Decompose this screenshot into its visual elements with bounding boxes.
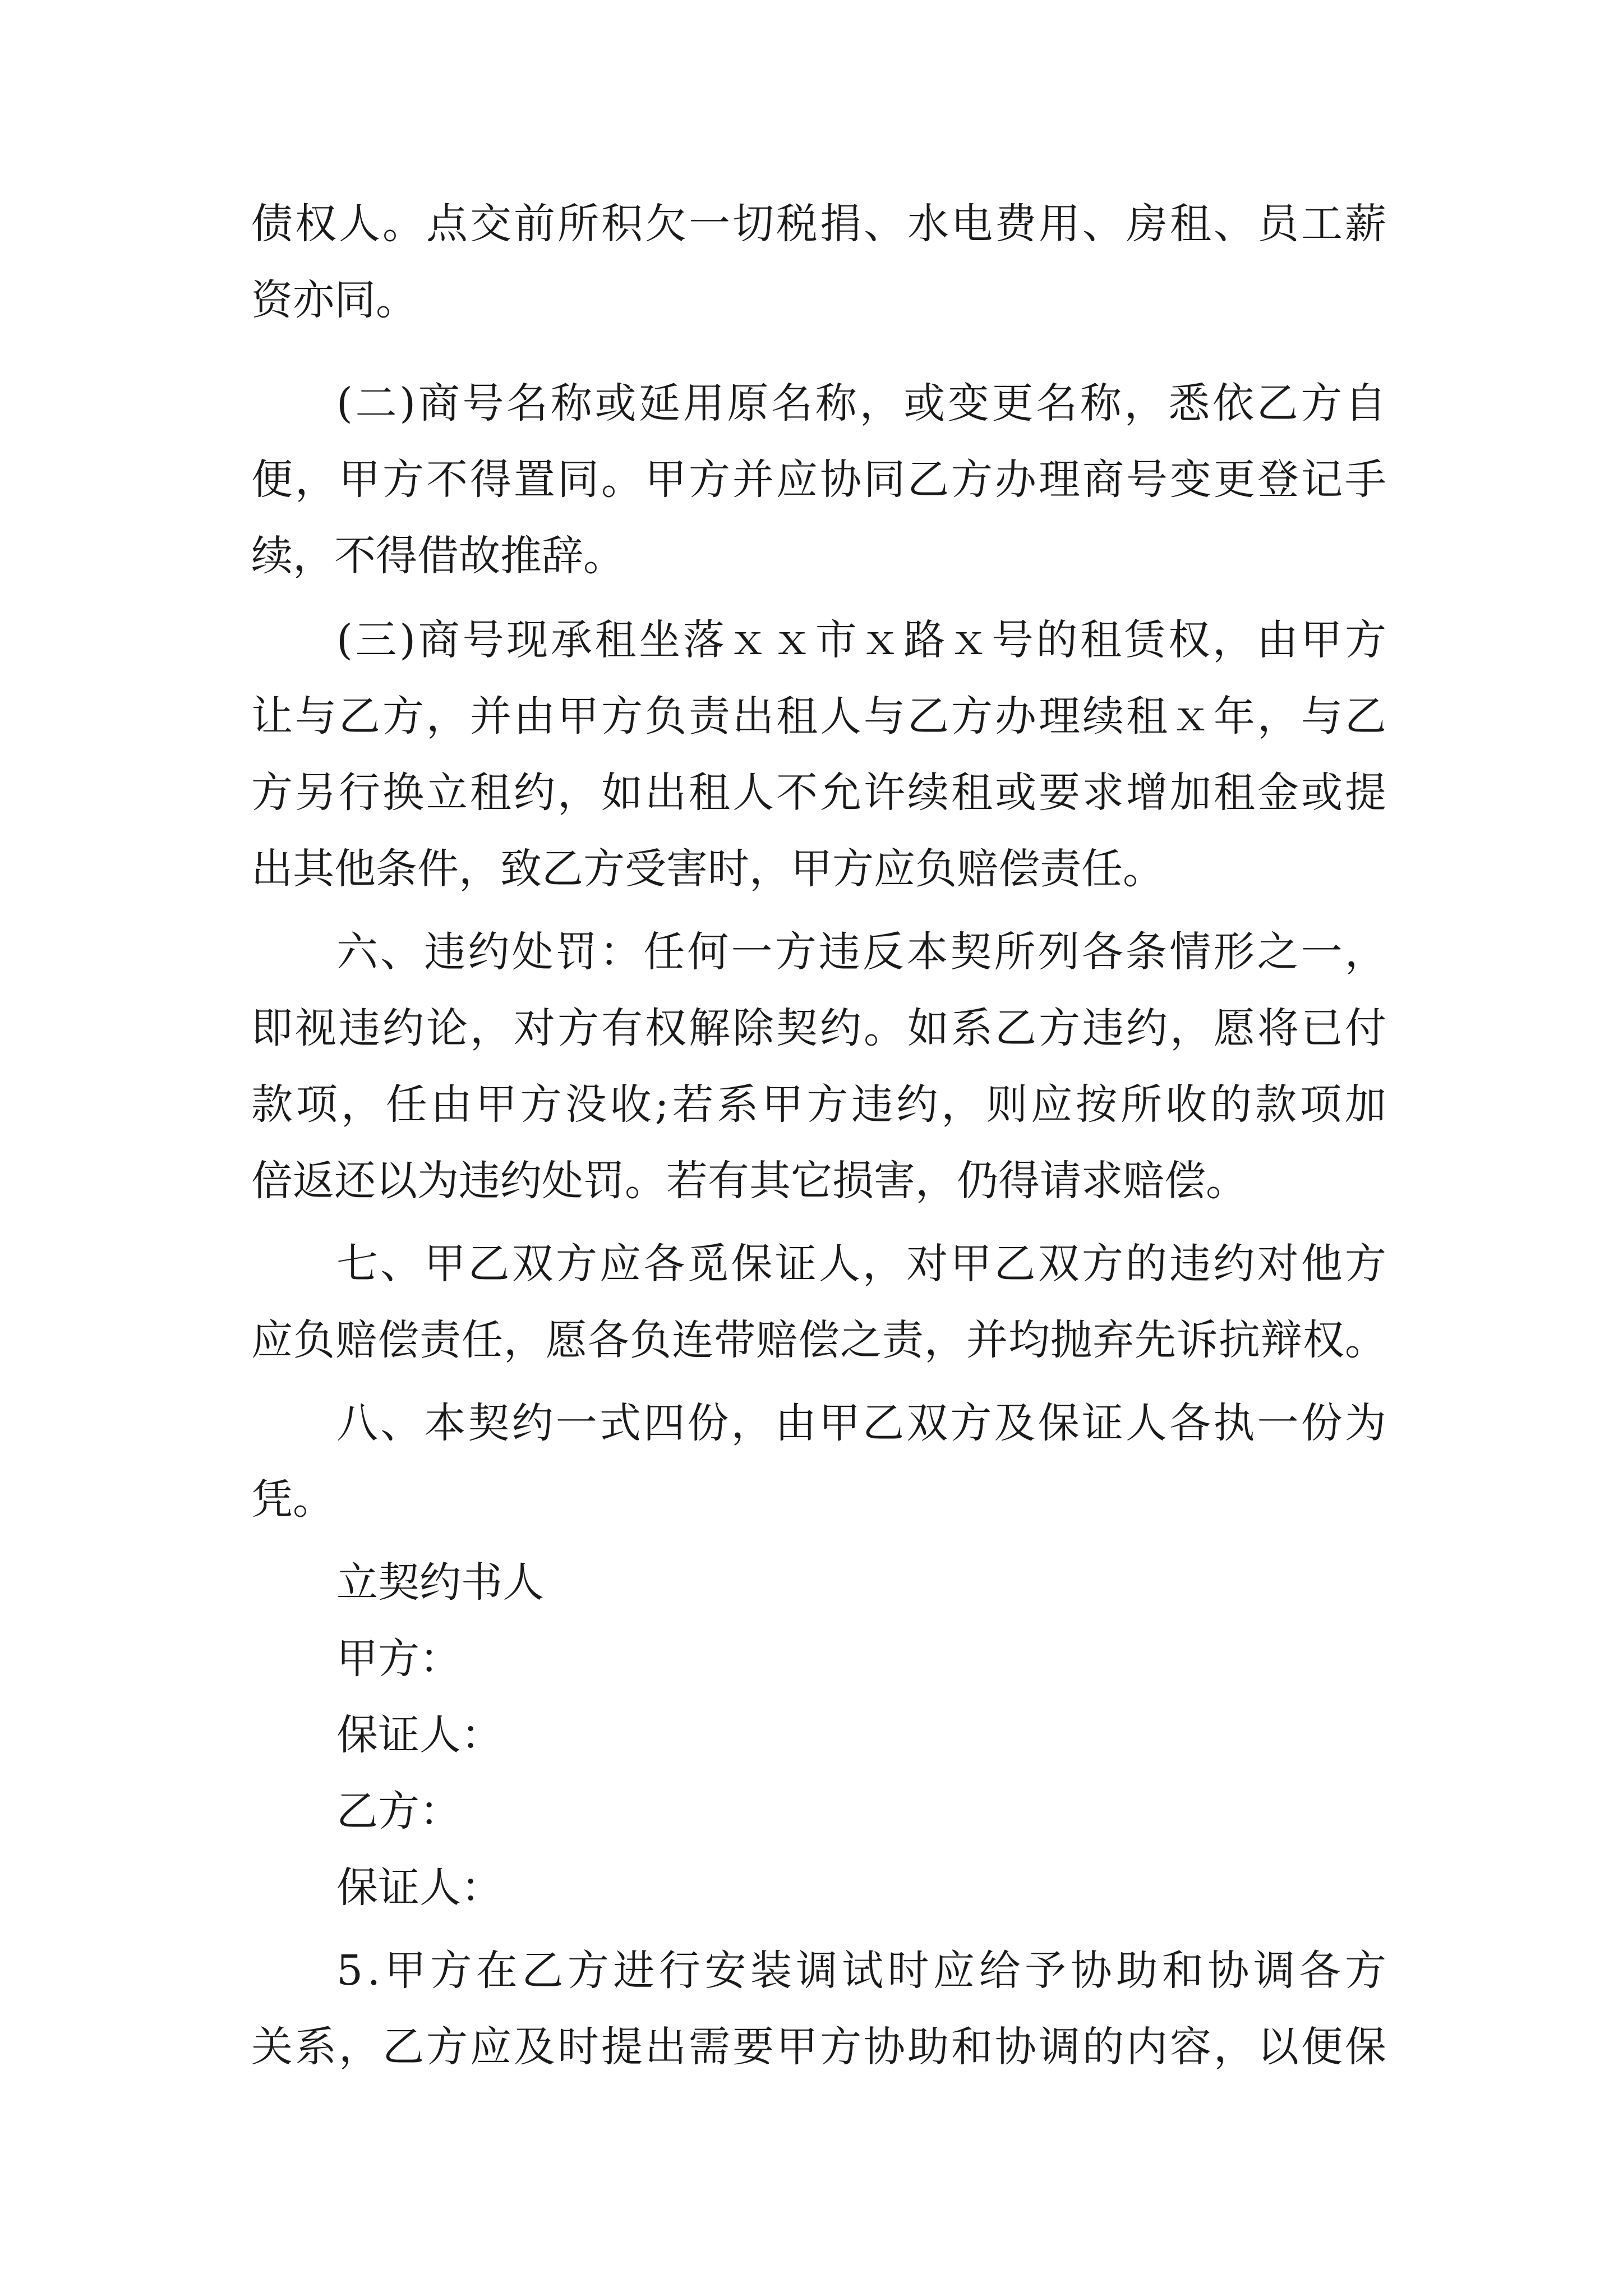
guarantor-a-label: 保证人：: [336, 1711, 502, 1759]
text-line: 七、甲乙双方应各觅保证人，对甲乙双方的违约对他方: [336, 1240, 1389, 1288]
text-line: 即视违约论，对方有权解除契约。如系乙方违约，愿将已付: [251, 1004, 1389, 1052]
text-line: 关系，乙方应及时提出需要甲方协助和协调的内容，以便保: [251, 2023, 1389, 2071]
text-line: 方另行换立租约，如出租人不允许续租或要求增加租金或提: [251, 769, 1389, 817]
text-line: 续，不得借故推辞。: [251, 532, 625, 580]
party-a-label: 甲方：: [336, 1635, 461, 1683]
text-line: 便，甲方不得置同。甲方并应协同乙方办理商号变更登记手: [251, 455, 1389, 504]
guarantor-b-label: 保证人：: [336, 1864, 502, 1912]
text-line: 倍返还以为违约处罚。若有其它损害，仍得请求赔偿。: [251, 1157, 1247, 1205]
text-line: 资亦同。: [251, 276, 417, 324]
text-line: 凭。: [251, 1475, 334, 1524]
text-line: 应负赔偿责任，愿各负连带赔偿之责，并均抛弃先诉抗辩权。: [251, 1316, 1387, 1364]
text-line: 出其他条件，致乙方受害时，甲方应负赔偿责任。: [251, 845, 1164, 893]
text-line: (二)商号名称或延用原名称，或变更名称，悉依乙方自: [336, 379, 1389, 427]
text-line: 八、本契约一式四份，由甲乙双方及保证人各执一份为: [336, 1399, 1389, 1447]
text-line: 六、违约处罚：任何一方违反本契所列各条情形之一，: [336, 928, 1389, 976]
text-line: (三)商号现承租坐落ｘｘ市ｘ路ｘ号的租赁权，由甲方: [336, 616, 1389, 664]
party-b-label: 乙方：: [336, 1787, 461, 1835]
text-line: 让与乙方，并由甲方负责出租人与乙方办理续租ｘ年，与乙: [251, 692, 1389, 740]
text-line: 债权人。点交前所积欠一切税捐、水电费用、房租、员工薪: [251, 200, 1389, 248]
text-line: 5.甲方在乙方进行安装调试时应给予协助和协调各方: [336, 1947, 1391, 1995]
text-line: 款项，任由甲方没收;若系甲方违约，则应按所收的款项加: [251, 1080, 1390, 1129]
signature-heading: 立契约书人: [336, 1558, 544, 1607]
